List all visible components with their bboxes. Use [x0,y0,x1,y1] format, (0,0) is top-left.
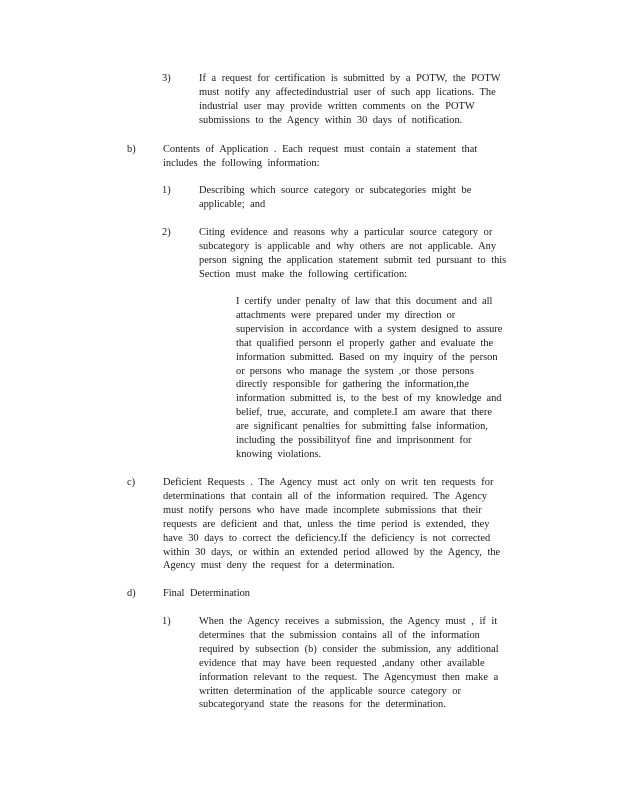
item-label: 2) [162,227,171,238]
section-label: b) [127,144,136,155]
certification-text: I certify under penalty of law that this document and all attachments were prepared under my direction or supervision in accordance with a system designed to assure that qualified personn el properly gather and evaluate the information submitted. Based on my inquiry of the person or persons who manage the system ,or those persons directly responsible for gathering the information,the information submitted is, to the best of my knowledge and belief, true, accurate, and complete.I am aware that there are significant penalties for submitting false information, including the possibilityof fine and imprisonment for knowing violations. [236,296,503,460]
section-text: Deficient Requests . The Agency must act only on writ ten requests for determinations that contain all of the information required. The Agency must notify persons who have made incomplete submissions that their requests are deficient and that, unless the time period is extended, they have 30 days to correct the deficiency.If the deficiency is not corrected within 30 days, or within an extended period allowed by the Agency, the Agency must deny the request for a determination. [163,477,501,572]
section-label: d) [127,588,136,599]
item-label: 3) [162,73,171,84]
section-text: Final Determination [163,588,250,599]
item-label: 1) [162,616,171,627]
item-text: Describing which source category or subcategories might be applicable; and [199,185,472,210]
item-text: If a request for certification is submitted by a POTW, the POTW must notify any affectedindustrial user of such app lications. The industrial user may provide written comments on the POTW submissions to the Agency within 30 days of notification. [199,73,501,126]
section-label: c) [127,477,136,488]
item-label: 1) [162,185,171,196]
item-text: Citing evidence and reasons why a particular source category or subcategory is applicable and why others are not applicable. Any person signing the application statement submit ted pursuant to this Section must make the following certification: [199,227,507,280]
section-text: Contents of Application . Each request must contain a statement that includes the following information: [163,144,478,169]
item-text: When the Agency receives a submission, the Agency must , if it determines that the submission contains all of the information required by subsection (b) consider the submission, any additional evidence that may have been requested ,andany other available information relevant to the request. The Agencymust then make a written determination of the applicable source category or subcategoryand state the reasons for the determination. [199,616,499,711]
